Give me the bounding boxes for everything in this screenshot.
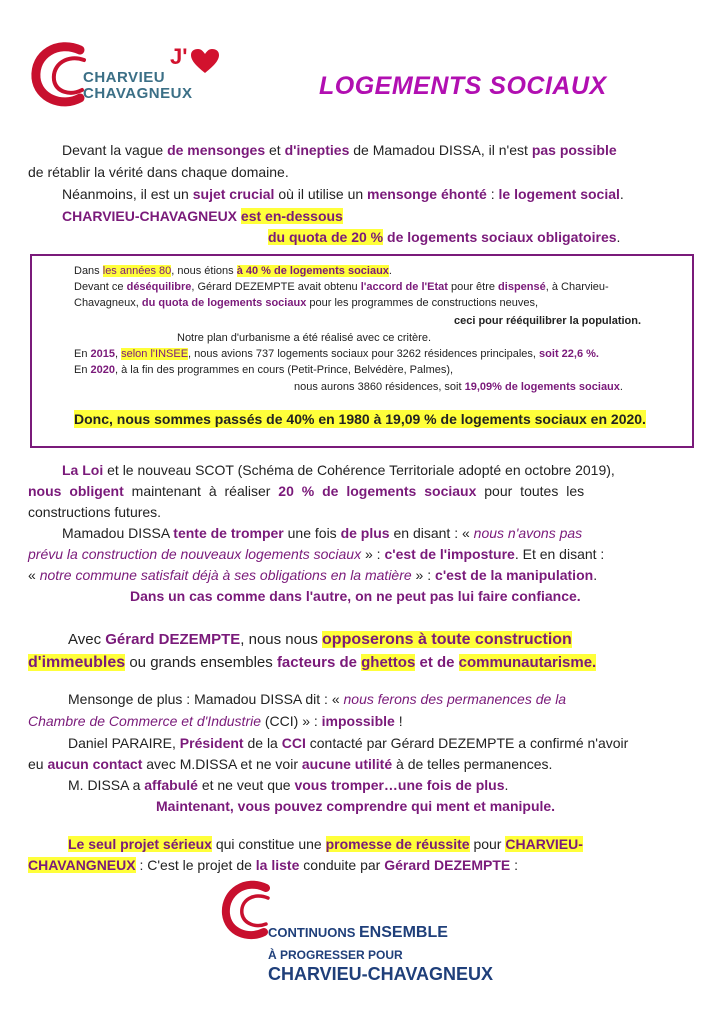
p4-line3: Daniel PARAIRE, Président de la CCI contacté par Gérard DEZEMPTE a confirmé n'avoir [68, 735, 629, 751]
p2-line5: prévu la construction de nouveaux logements sociaux » : c'est de l'imposture. Et en disant : [28, 546, 605, 562]
box-line3: Chavagneux, du quota de logements sociaux pour les programmes de constructions neuves, [74, 297, 539, 309]
box-line8: nous aurons 3860 résidences, soit 19,09% de logements sociaux. [294, 381, 623, 393]
p2-line3: constructions futures. [28, 504, 162, 520]
box-line4: ceci pour rééquilibrer la population. [454, 315, 642, 327]
logo-tagline-2: À PROGRESSER POUR [268, 948, 403, 962]
p5-line2: CHAVANGNEUX : C'est le projet de la liste conduite par Gérard DEZEMPTE : [28, 857, 519, 873]
logo-tagline-1: CONTINUONS ENSEMBLE [268, 924, 448, 941]
p4-line4: eu aucun contact avec M.DISSA et ne voir aucune utilité à de telles permanences. [28, 756, 553, 772]
p2-line6: « notre commune satisfait déjà à ses obligations en la matière » : c'est de la manipulation. [28, 567, 598, 583]
heart-icon [190, 48, 220, 74]
p2-line2: nous obligent maintenant à réaliser 20 % de logements sociaux pour toutes les [28, 483, 585, 499]
p1-line4: CHARVIEU-CHAVAGNEUX est en-dessous [62, 208, 343, 224]
logo-line1: CHARVIEU [83, 69, 166, 86]
p1-line1: Devant la vague de mensonges et d'inepties de Mamadou DISSA, il n'est pas possible [62, 142, 617, 158]
stats-box [30, 254, 694, 448]
p4-line5: M. DISSA a affabulé et ne veut que vous tromper…une fois de plus. [68, 777, 509, 793]
logo-text [83, 70, 192, 102]
logo-j-text: J' [170, 44, 188, 69]
box-conclusion: Donc, nous sommes passés de 40% en 1980 à 19,09 % de logements sociaux en 2020. [74, 411, 646, 427]
box-line2: Devant ce déséquilibre, Gérard DEZEMPTE avait obtenu l'accord de l'Etat pour être dispensé, à Charvieu- [74, 281, 609, 293]
p4-line1: Mensonge de plus : Mamadou DISSA dit : « nous ferons des permanences de la [68, 691, 567, 707]
p1-line2: de rétablir la vérité dans chaque domaine. [28, 164, 289, 180]
p1-line5: du quota de 20 % de logements sociaux obligatoires. [268, 229, 621, 245]
logo-tagline-3: CHARVIEU-CHAVAGNEUX [268, 964, 494, 984]
p2-line7: Dans un cas comme dans l'autre, on ne peut pas lui faire confiance. [130, 588, 581, 604]
box-line6: En 2015, selon l'INSEE, nous avions 737 logements sociaux pour 3262 résidences principales, soit 22,6 %. [74, 348, 599, 360]
page-title: LOGEMENTS SOCIAUX [319, 72, 607, 100]
box-line7: En 2020, à la fin des programmes en cours (Petit-Prince, Belvédère, Palmes), [74, 364, 454, 376]
p5-line1: Le seul projet sérieux qui constitue une promesse de réussite pour CHARVIEU- [68, 836, 583, 852]
p4-line6: Maintenant, vous pouvez comprendre qui ment et manipule. [156, 798, 556, 814]
box-line1: Dans les années 80, nous étions à 40 % de logements sociaux. [74, 265, 392, 277]
charvieu-logo [28, 36, 248, 116]
logo-line2: CHAVAGNEUX [83, 85, 193, 102]
p2-line1: La Loi et le nouveau SCOT (Schéma de Cohérence Territoriale adopté en octobre 2019), [62, 462, 615, 478]
p1-line3: Néanmoins, il est un sujet crucial où il utilise un mensonge éhonté : le logement social. [62, 186, 624, 202]
continuons-ensemble-logo [220, 876, 520, 986]
p3-line1: Avec Gérard DEZEMPTE, nous nous opposerons à toute construction [68, 631, 572, 648]
p2-line4: Mamadou DISSA tente de tromper une fois de plus en disant : « nous n'avons pas [62, 525, 583, 541]
p4-line2: Chambre de Commerce et d'Industrie (CCI) » : impossible ! [28, 713, 403, 729]
box-line5: Notre plan d'urbanisme a été réalisé avec ce critère. [177, 332, 432, 344]
p3-line2: d'immeubles ou grands ensembles facteurs de ghettos et de communautarisme. [28, 654, 597, 671]
